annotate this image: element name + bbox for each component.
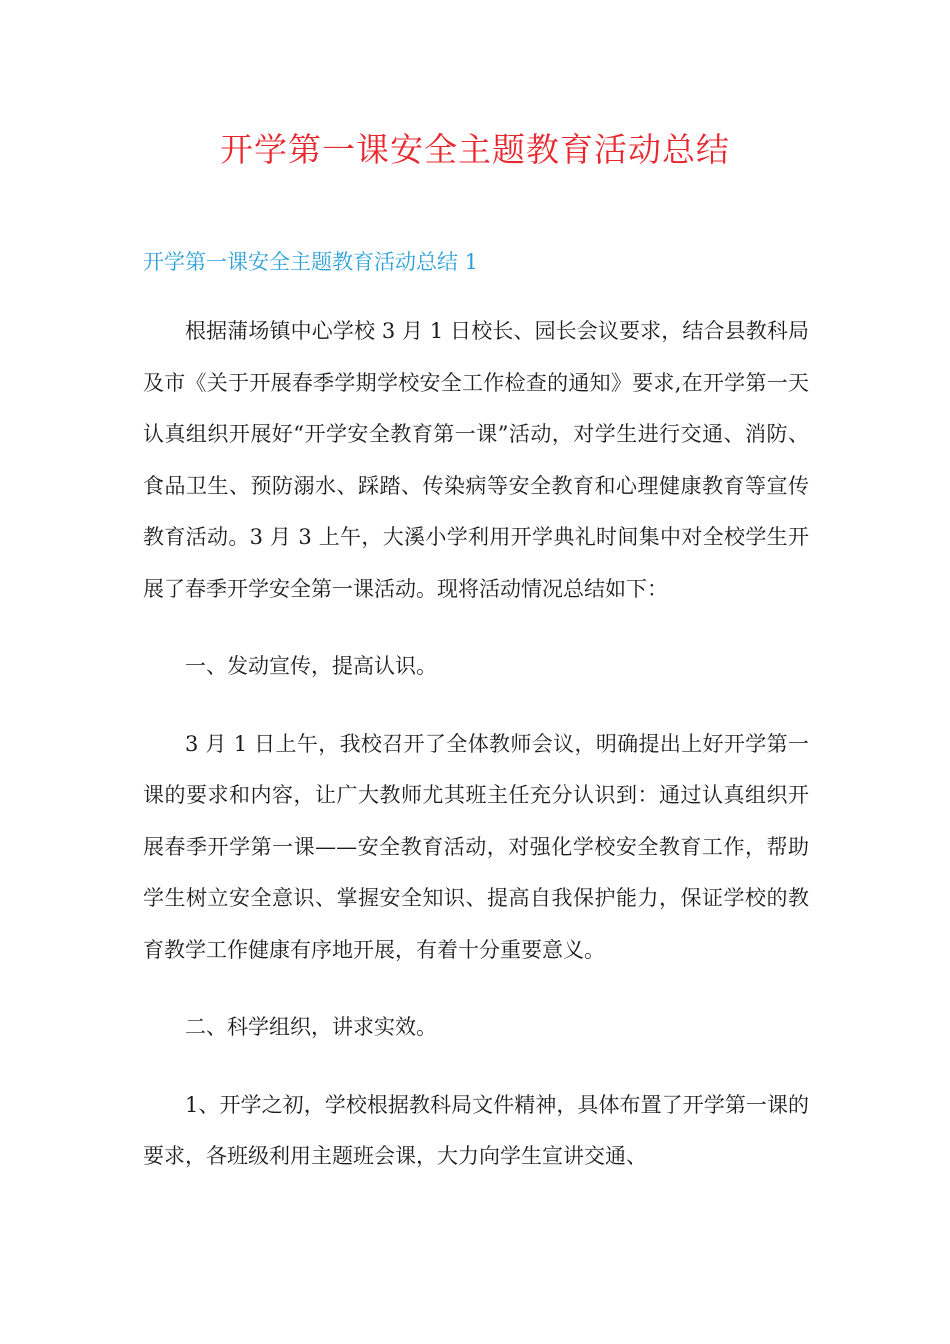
paragraph-intro: 根据蒲场镇中心学校 3 月 1 日校长、园长会议要求，结合县教科局及市《关于开展春季学期学校安全工作检查的通知》要求,在开学第一天认真组织开展好“开学安全教育第一课”活动，对学生进行交通、消防、食品卫生、预防溺水、踩踏、传染病等安全教育和心理健康教育等宣传教育活动。3 月 3 上午，大溪小学利用开学典礼时间集中对全校学生开展了春季开学安全第一课活动。现将活动情况总结如下： bbox=[143, 319, 809, 601]
section-heading: 开学第一课安全主题教育活动总结 1 bbox=[143, 250, 479, 274]
paragraph-meeting: 3 月 1 日上午，我校召开了全体教师会议，明确提出上好开学第一课的要求和内容，让广大教师尤其班主任充分认识到：通过认真组织开展春季开学第一课——安全教育活动，对强化学校安全教育工作，帮助学生树立安全意识、掌握安全知识、提高自我保护能力，保证学校的教育教学工作健康有序地开展，有着十分重要意义。 bbox=[143, 731, 809, 962]
paragraph-subheading-1: 一、发动宣传，提高认识。 bbox=[185, 654, 437, 678]
document-title: 开学第一课安全主题教育活动总结 bbox=[220, 130, 730, 169]
paragraph-item-1: 1、开学之初，学校根据教科局文件精神，具体布置了开学第一课的要求，各班级利用主题班会课，大力向学生宣讲交通、 bbox=[143, 1092, 809, 1168]
document-body bbox=[143, 306, 809, 1209]
paragraph-subheading-2: 二、科学组织，讲求实效。 bbox=[185, 1015, 437, 1039]
